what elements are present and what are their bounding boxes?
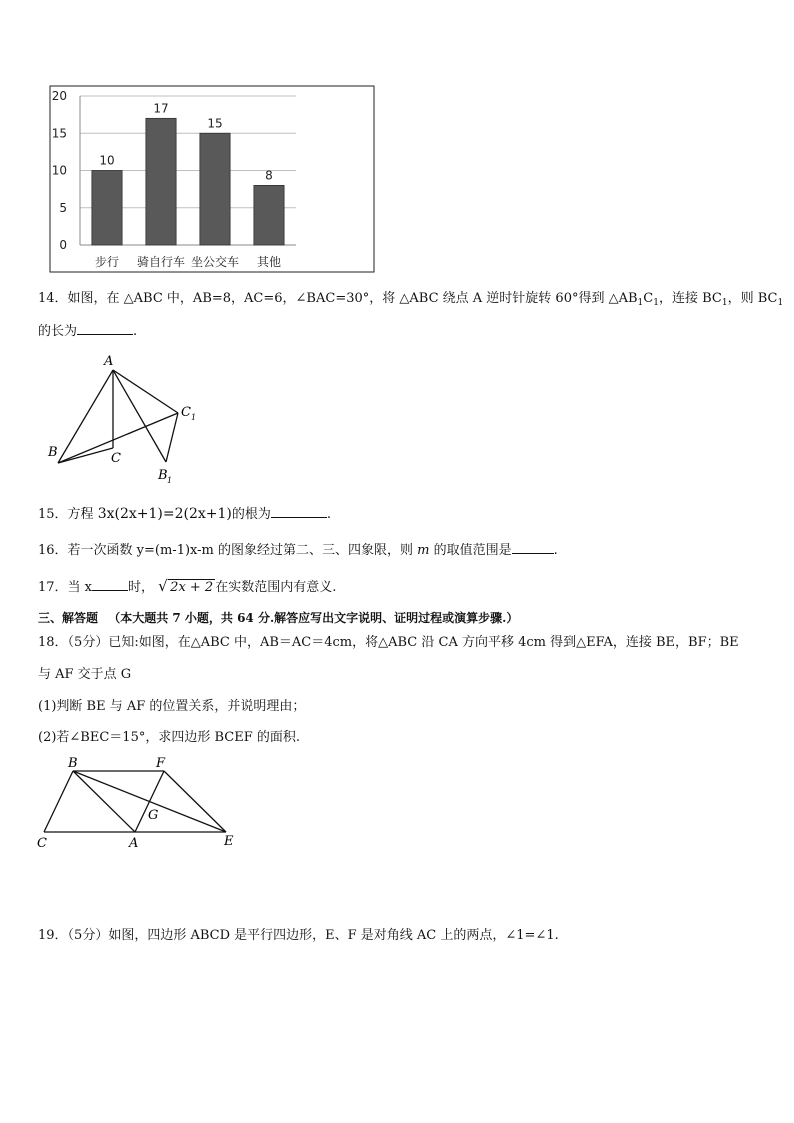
label-A: A [104,354,114,369]
q14-line2: 的长为 . [38,324,138,339]
data-label: 10 [99,153,115,168]
bar [200,133,230,245]
q18-line1: 18．（5分）已知:如图，在△ABC 中，AB＝AC＝4cm，将△ABC 沿 CA 方向平移 4cm 得到△EFA，连接 BE，BF；BE [38,635,739,650]
q14-figure [40,350,220,485]
label-B: B [48,445,58,460]
q14-text-a: 14．如图，在 △ABC 中，AB=8，AC=6，∠BAC=30°，将 △ABC 绕点 A 逆时针旋转 60°得到 △AB [38,291,638,306]
x-tick-label: 其他 [256,255,282,269]
q18-part2: (2)若∠BEC＝15°，求四边形 BCEF 的面积. [38,730,300,745]
label-B1: B [158,468,168,483]
q16: 16．若一次函数 y=(m-1)x-m 的图象经过第二、三、四象限，则 m 的取值范围是 . [38,543,558,558]
label-C: C [111,451,121,466]
bar [92,171,122,246]
data-label: 17 [153,101,169,116]
label-B: B [68,756,78,771]
q14-line1: 14．如图，在 △ABC 中，AB=8，AC=6，∠BAC=30°，将 △ABC 绕点 A 逆时针旋转 60°得到 $\triangle AB_1C_1$，连接 $BC_1$，则 $BC_1$ [38,291,784,308]
x-tick-label: 骑自行车 [136,255,186,269]
label-C1: C [181,405,191,420]
q16-answer-blank[interactable] [512,541,554,554]
x-tick-label: 步行 [94,255,120,269]
q18-line2: 与 AF 交于点 G [38,667,132,682]
q17: 17．当 x 时， √ 2x + 2 在实数范围内有意义. [38,577,337,595]
q17-answer-blank[interactable] [92,578,128,591]
bar-chart [0,0,794,290]
chart-x-tick-labels [95,254,281,269]
q14-text-b: C [643,291,654,306]
chart-y-tick-labels [52,89,67,252]
q19: 19．（5分）如图，四边形 ABCD 是平行四边形，E、F 是对角线 AC 上的两点，∠1=∠1. [38,928,559,943]
q15: 15．方程 3x(2x+1)=2(2x+1)的根为 . [38,506,332,522]
bar [146,118,176,245]
y-tick-label: 5 [59,200,67,215]
x-tick-label: 坐公交车 [190,255,240,269]
y-tick-label: 0 [59,238,67,252]
data-label: 8 [265,168,273,183]
sqrt-expression: √ 2x + 2 [158,577,214,595]
y-tick-label: 20 [51,89,67,103]
y-tick-label: 15 [51,126,67,141]
label-A: A [129,836,139,851]
section-heading: 三、解答题 （本大题共 7 小题，共 64 分.解答应写出文字说明、证明过程或演算步骤.） [38,611,519,625]
q18-part1: (1)判断 BE 与 AF 的位置关系，并说明理由； [38,699,306,714]
q15-answer-blank[interactable] [271,505,327,518]
svg-text:1: 1 [191,413,197,422]
q15-equation: 3x(2x+1)=2(2x+1) [97,506,232,522]
bar [254,185,284,245]
label-C: C [37,836,47,851]
label-G: G [148,808,159,823]
chart-bars [92,118,284,245]
label-E: E [224,834,234,849]
svg-text:1: 1 [167,476,173,485]
data-label: 15 [207,116,223,131]
y-tick-label: 10 [51,163,67,178]
q18-figure [30,752,250,852]
q14-answer-blank[interactable] [77,322,133,335]
label-F: F [156,756,166,771]
